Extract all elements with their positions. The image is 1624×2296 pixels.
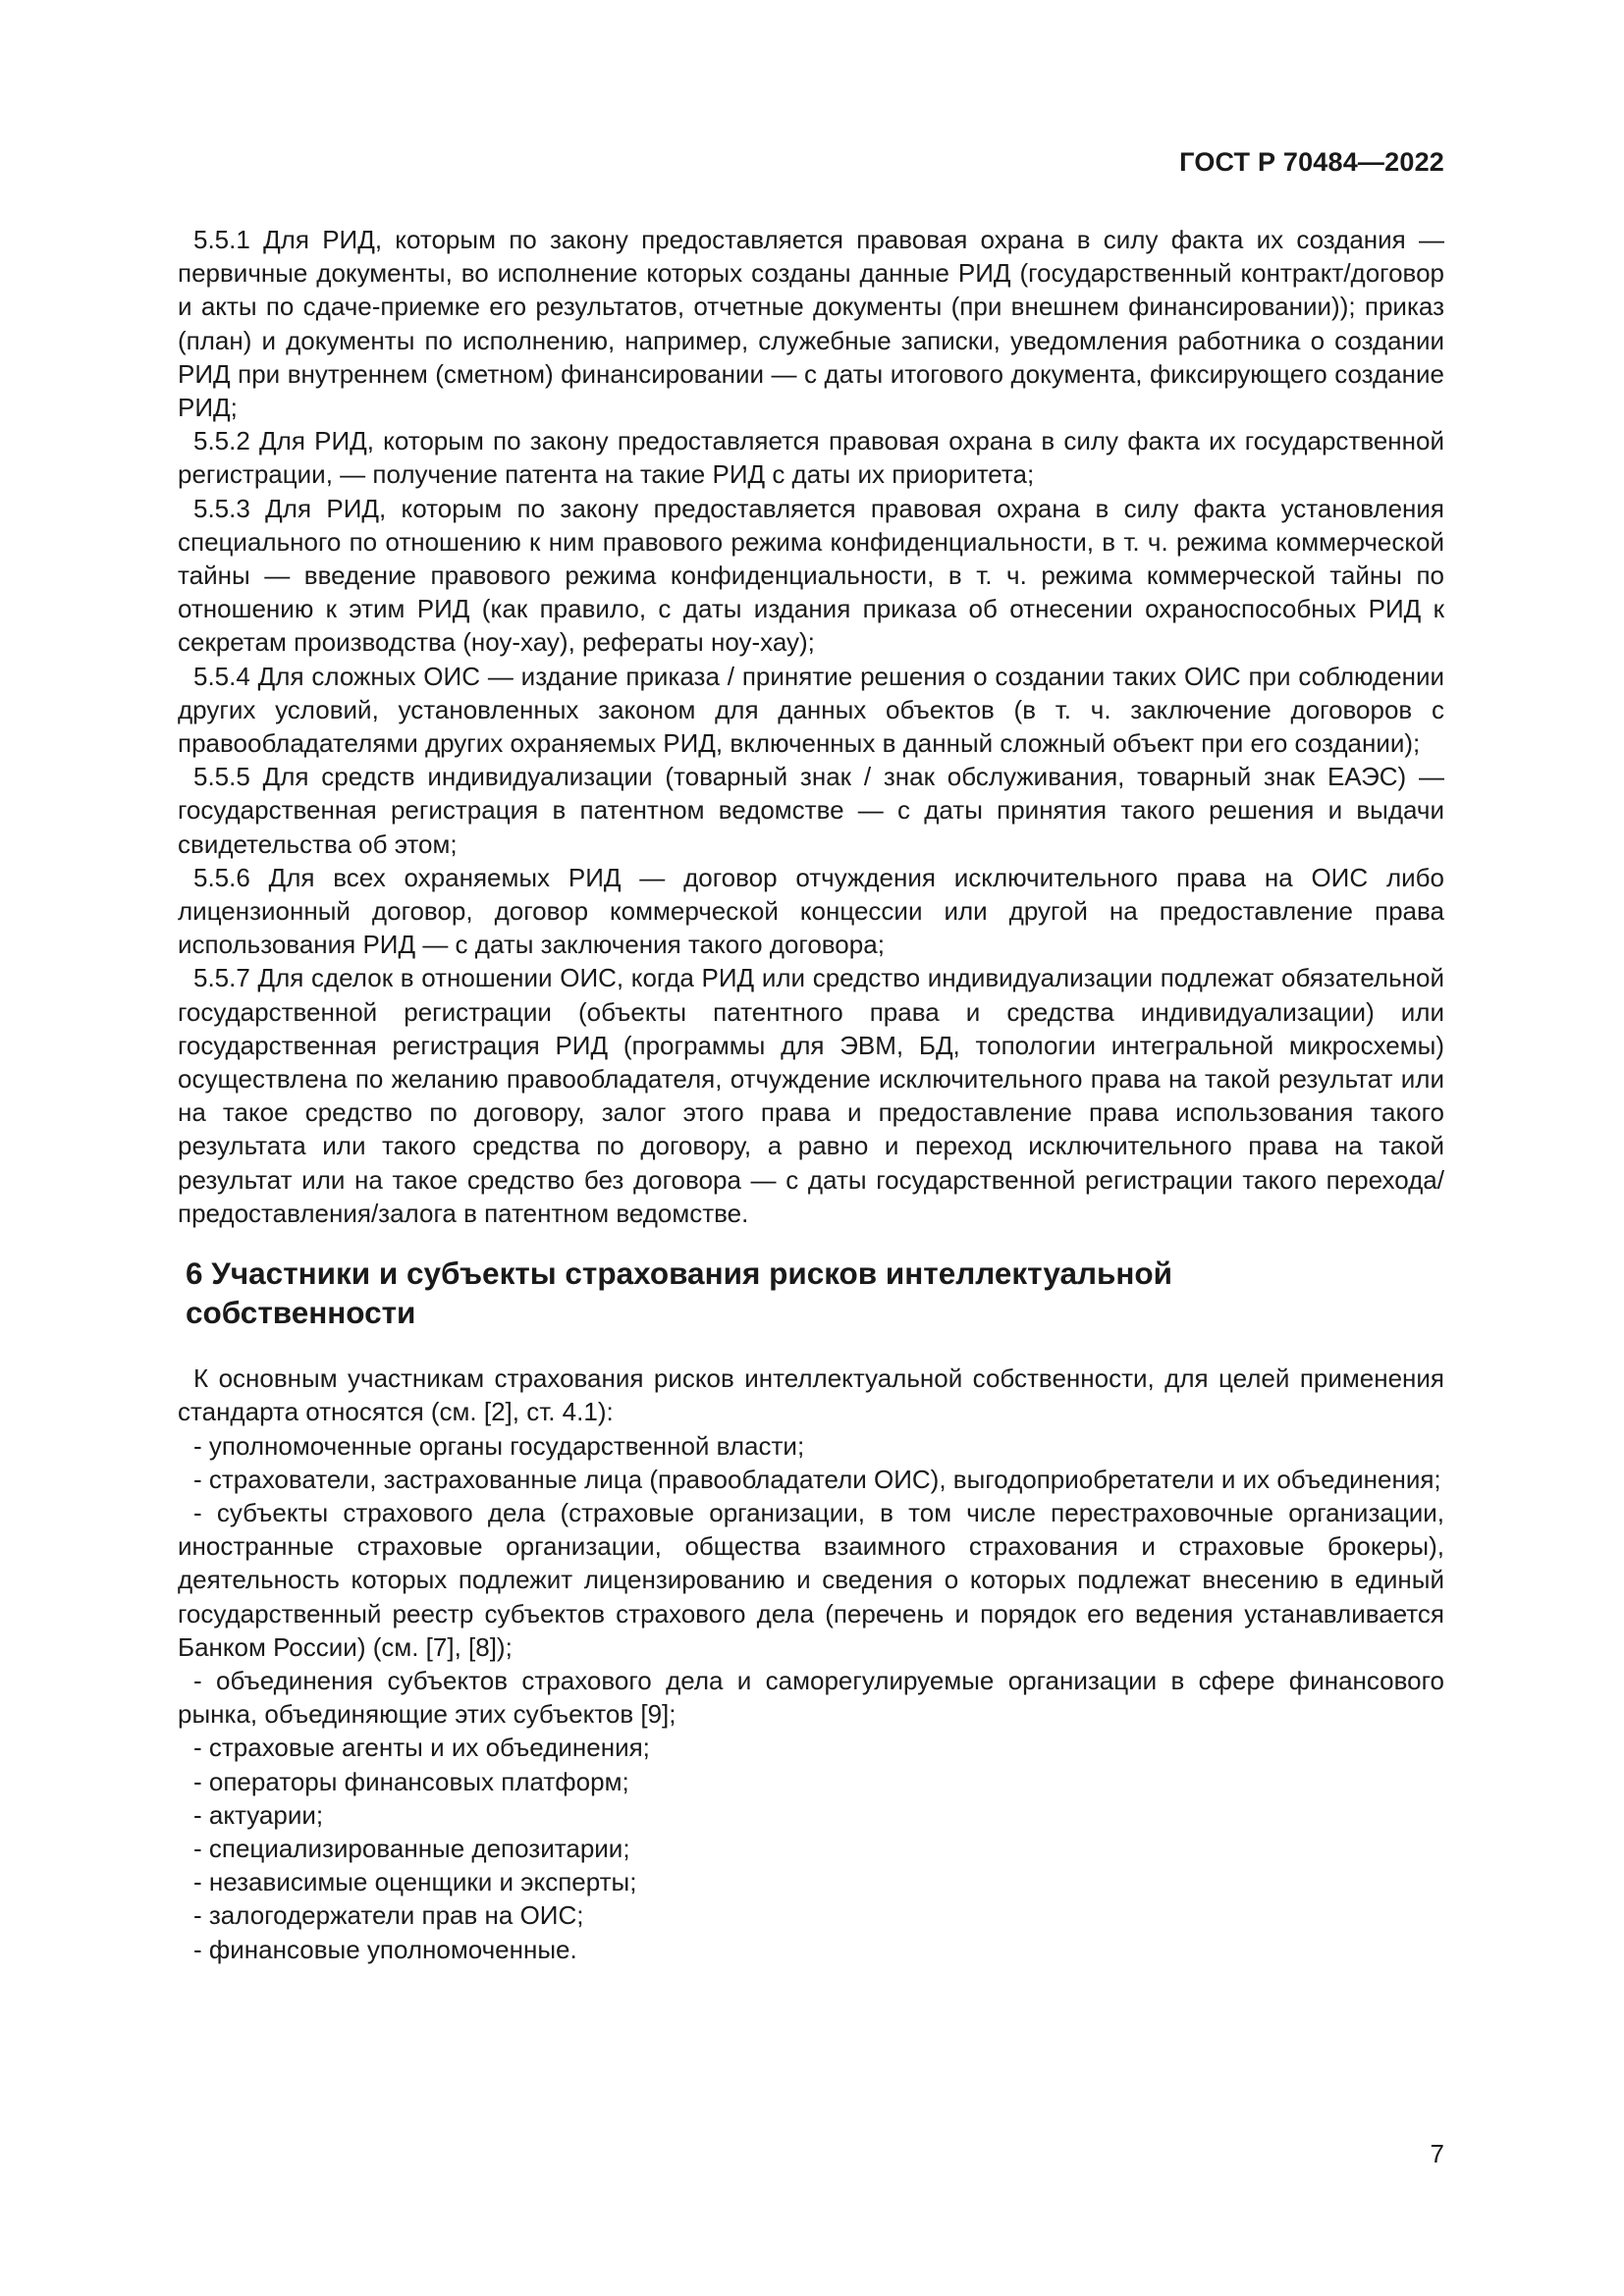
clause-text: 5.5.3 Для РИД, которым по закону предоставляется правовая охрана в силу факта установления специального по отношению к ним правового режима конфиденциальности, в т. ч. режима коммерческой тайны — введение правового режима конфиденциальности, в т. ч. режима коммерческой тайны по отношению к этим РИД (как правило, с даты издания приказа об отнесении охраноспособных РИД к секретам производства (ноу-хау), рефераты ноу-хау); <box>178 493 1444 658</box>
list-item <box>178 1463 1444 1496</box>
clause-5-5-7 <box>178 961 1444 1230</box>
page-number: 7 <box>1430 2139 1444 2168</box>
standard-header: ГОСТ Р 70484—2022 <box>1179 147 1444 177</box>
list-item-text: - объединения субъектов страхового дела и саморегулируемые организации в сфере финансового рынка, объединяющие этих субъектов [9]; <box>178 1665 1444 1730</box>
clause-text: 5.5.1 Для РИД, которым по закону предоставляется правовая охрана в силу факта их создания — первичные документы, во исполнение которых созданы данные РИД (государственный контракт/договор и акты по сдаче-приемке его результатов, отчетные документы (при внешнем финансировании)); приказ (план) и документы по исполнению, например, служебные записки, уведомления работника о создании РИД при внутреннем (сметном) финансировании — с даты итогового документа, фиксирующего создание РИД; <box>178 225 1444 423</box>
list-item-text: - залогодержатели прав на ОИС; <box>193 1900 584 1931</box>
list-item-text: - страхователи, застрахованные лица (правообладатели ОИС), выгодоприобретатели и их объединения; <box>193 1464 1441 1494</box>
clause-5-5-3 <box>178 492 1444 660</box>
clause-5-5-1 <box>178 223 1444 424</box>
clause-5-5-4 <box>178 660 1444 761</box>
list-item-text: - специализированные депозитарии; <box>193 1833 630 1863</box>
section-6-intro <box>178 1362 1444 1428</box>
list-item-text: - субъекты страхового дела (страховые организации, в том числе перестраховочные организации, иностранные страховые организации, общества взаимного страхования и страховые брокеры), деятельность которых подлежит лицензированию и сведения о которых подлежат внесению в единый государственный реестр субъектов страхового дела (перечень и порядок его ведения устанавливается Банком России) (см. [7], [8]); <box>178 1497 1444 1662</box>
clause-text: 5.5.5 Для средств индивидуализации (товарный знак / знак обслуживания, товарный знак ЕАЭС) — государственная регистрация в патентном ведомстве — с даты принятия такого решения и выдачи свидетельства об этом; <box>178 762 1444 859</box>
list-item <box>178 1765 1444 1798</box>
list-item-text: - операторы финансовых платформ; <box>193 1766 629 1796</box>
list-item <box>178 1865 1444 1898</box>
list-item <box>178 1898 1444 1932</box>
clause-text: 5.5.4 Для сложных ОИС — издание приказа / принятие решения о создании таких ОИС при соблюдении других условий, установленных законом для данных объектов (в т. ч. заключение договоров с правообладателями других охраняемых РИД, включенных в данный сложный объект при его создании); <box>178 661 1444 759</box>
clause-5-5-6 <box>178 861 1444 962</box>
list-item-text: - актуарии; <box>193 1799 324 1830</box>
clause-5-5-5 <box>178 760 1444 861</box>
section-6-title: 6 Участники и субъекты страхования рисков интеллектуальной собственности <box>186 1255 1172 1331</box>
list-item <box>178 1496 1444 1664</box>
list-item-text: - финансовые уполномоченные. <box>193 1934 577 1964</box>
clause-text: 5.5.7 Для сделок в отношении ОИС, когда РИД или средство индивидуализации подлежат обязательной государственной регистрации (объекты патентного права и средства индивидуализации) или государственная регистрация РИД (программы для ЭВМ, БД, топологии интегральной микросхемы) осуществлена по желанию правообладателя, отчуждение исключительного права на такой результат или на такое средство по договору, залог этого права и предоставление права использования такого результата или такого средства по договору, а равно и переход исключительного права на такой результат или на такое средство без договора — с даты государственной регистрации такого перехода/предоставления/залога в патентном ведомстве. <box>178 963 1444 1228</box>
clause-text: 5.5.6 Для всех охраняемых РИД — договор отчуждения исключительного права на ОИС либо лицензионный договор, договор коммерческой концессии или другой на предоставление права использования РИД — с даты заключения такого договора; <box>178 862 1444 960</box>
clause-text: 5.5.2 Для РИД, которым по закону предоставляется правовая охрана в силу факта их государственной регистрации, — получение патента на такие РИД с даты их приоритета; <box>178 426 1444 490</box>
list-item <box>178 1832 1444 1865</box>
clause-5-5-2 <box>178 424 1444 491</box>
list-item <box>178 1731 1444 1764</box>
list-item-text: - независимые оценщики и эксперты; <box>193 1867 637 1897</box>
list-item <box>178 1933 1444 1966</box>
list-item <box>178 1664 1444 1731</box>
intro-text: К основным участникам страхования рисков интеллектуальной собственности, для целей применения стандарта относятся (см. [2], ст. 4.1): <box>178 1363 1444 1427</box>
list-item-text: - уполномоченные органы государственной власти; <box>193 1430 805 1461</box>
list-item <box>178 1798 1444 1832</box>
document-body <box>178 223 1444 1966</box>
list-item-text: - страховые агенты и их объединения; <box>193 1733 650 1763</box>
list-item <box>178 1429 1444 1463</box>
